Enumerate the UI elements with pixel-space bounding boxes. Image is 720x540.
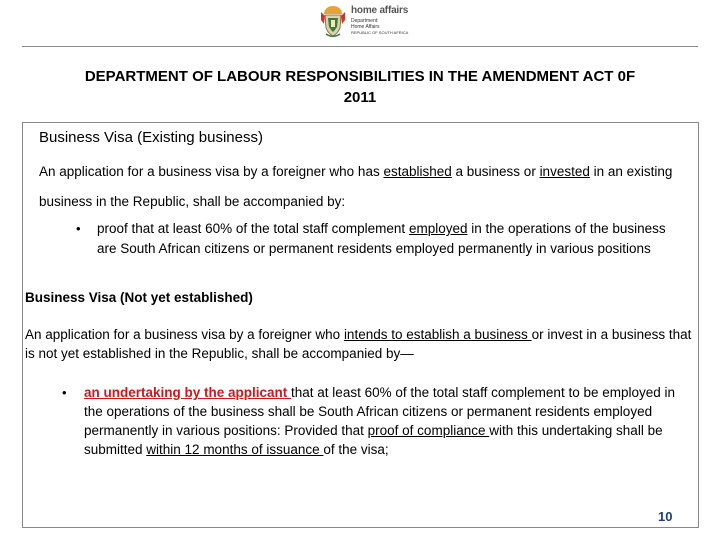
page-number: 10 <box>658 509 673 524</box>
underlined-term-intends: intends to establish a business <box>343 327 532 342</box>
existing-business-intro <box>39 157 709 217</box>
requirement-text: that at least 60% of the total staff complement to be employed in the operations of the business shall be South African citizens or permanent residents employed permanently in various positions: Provided that <box>84 385 676 438</box>
highlighted-undertaking: an undertaking by the applicant <box>84 385 292 400</box>
underlined-term-proof: proof of compliance <box>367 423 490 438</box>
intro-text: in an existing business in the Republic, shall be accompanied by: <box>39 164 673 209</box>
bullet-icon: • <box>76 221 81 236</box>
existing-business-heading: Business Visa (Existing business) <box>39 129 263 146</box>
requirement-text: in the operations of the business are South African citizens or permanent residents employed permanently in various positions <box>97 221 666 256</box>
logo-brand-text: home affairs <box>351 5 409 16</box>
intro-text: a business or <box>451 164 540 179</box>
underlined-term-employed: employed <box>408 221 468 236</box>
slide-title <box>22 66 698 108</box>
intro-text: An application for a business visa by a foreigner who <box>25 327 344 342</box>
logo-department-name: Home Affairs <box>351 24 380 30</box>
requirement-text: proof that at least 60% of the total staff complement <box>97 221 409 236</box>
slide-title-line2: 2011 <box>343 89 377 106</box>
logo-department-label: Department: <box>351 18 379 24</box>
bullet-icon: • <box>62 385 67 400</box>
not-yet-established-requirement <box>84 383 694 459</box>
header-divider <box>22 46 698 47</box>
logo-republic-text: REPUBLIC OF SOUTH AFRICA <box>351 30 409 35</box>
slide-title-line1: DEPARTMENT OF LABOUR RESPONSIBILITIES IN THE AMENDMENT ACT 0F <box>84 68 636 85</box>
not-yet-established-intro <box>25 325 697 363</box>
not-yet-established-heading: Business Visa (Not yet established) <box>25 290 253 305</box>
coat-of-arms-icon <box>318 4 348 38</box>
underlined-term-deadline: within 12 months of issuance <box>146 442 324 457</box>
intro-text: An application for a business visa by a foreigner who has <box>39 164 384 179</box>
home-affairs-logo <box>318 4 418 40</box>
underlined-term-invested: invested <box>539 164 590 179</box>
requirement-text: with this undertaking shall be submitted <box>84 423 663 457</box>
existing-business-requirement <box>97 219 687 259</box>
underlined-term-established: established <box>383 164 452 179</box>
intro-text: or invest in a business that is not yet established in the Republic, shall be accompanied by— <box>25 327 692 361</box>
requirement-text: of the visa; <box>323 442 389 457</box>
